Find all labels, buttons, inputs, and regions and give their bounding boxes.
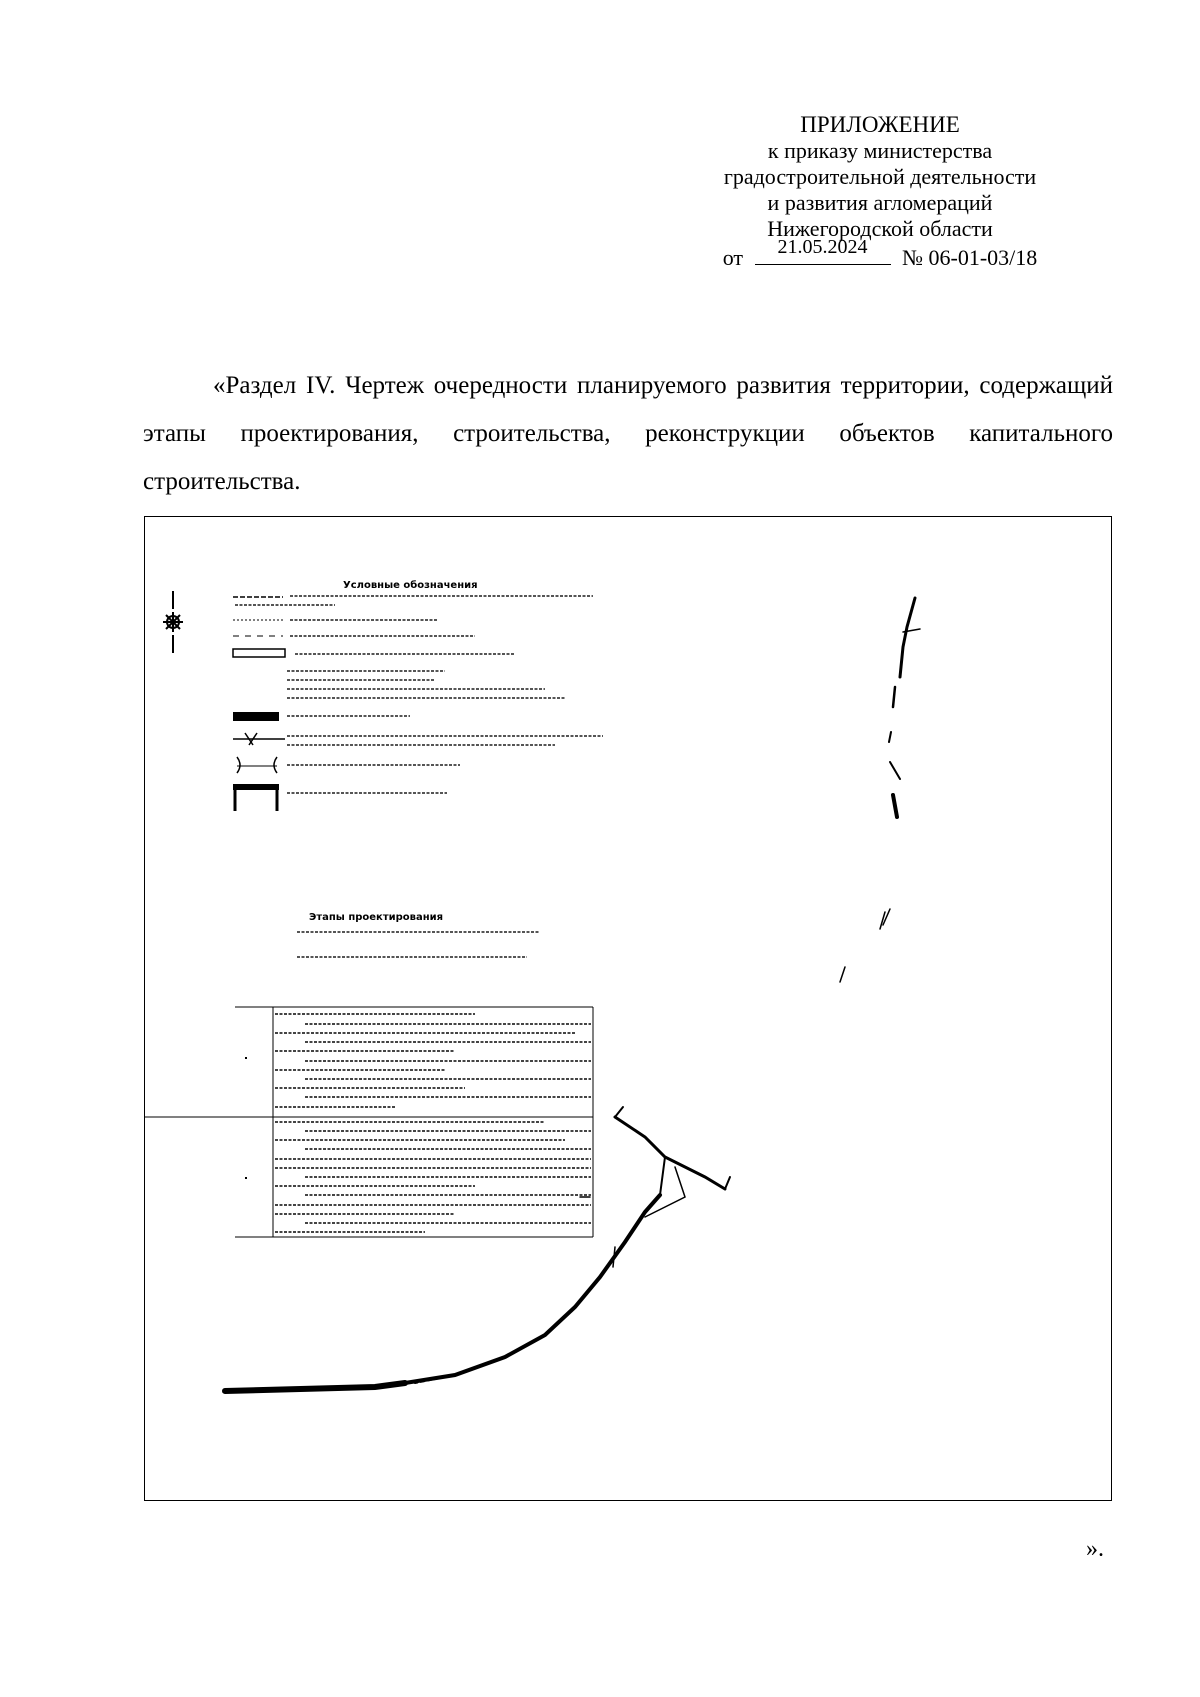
north-arrow-icon	[163, 591, 183, 653]
order-number: № 06-01-03/18	[902, 245, 1038, 270]
closing-quote: ».	[1086, 1536, 1104, 1562]
appendix-line-1: к приказу министерства	[767, 138, 993, 163]
stages-title: Этапы проектирования	[309, 912, 444, 923]
drawing-graphics	[145, 517, 1111, 1500]
legend-title: Условные обозначения	[343, 580, 478, 591]
appendix-title: ПРИЛОЖЕНИЕ	[800, 112, 960, 137]
stages-table	[145, 1007, 593, 1237]
section-heading	[143, 362, 1113, 506]
appendix-line-3: и развития агломераций	[767, 190, 993, 215]
legend-text-lines	[235, 596, 603, 793]
planning-drawing	[144, 516, 1112, 1501]
appendix-line-4: Нижегородской области	[767, 216, 993, 241]
order-date: 21.05.2024	[777, 236, 868, 258]
legend-symbols	[233, 597, 285, 811]
order-date-field	[755, 236, 891, 265]
appendix-block	[640, 112, 1120, 271]
order-line	[640, 236, 1120, 271]
order-from-label: от	[722, 245, 744, 270]
section-heading-text: «Раздел IV. Чертеж очередности планируемого развития территории, содержащий этапы проектирования, строительства, реконструкции объектов капитального строительства.	[143, 372, 1113, 495]
appendix-line-2: градостроительной деятельности	[723, 164, 1037, 189]
stages-text-lines	[297, 932, 539, 957]
